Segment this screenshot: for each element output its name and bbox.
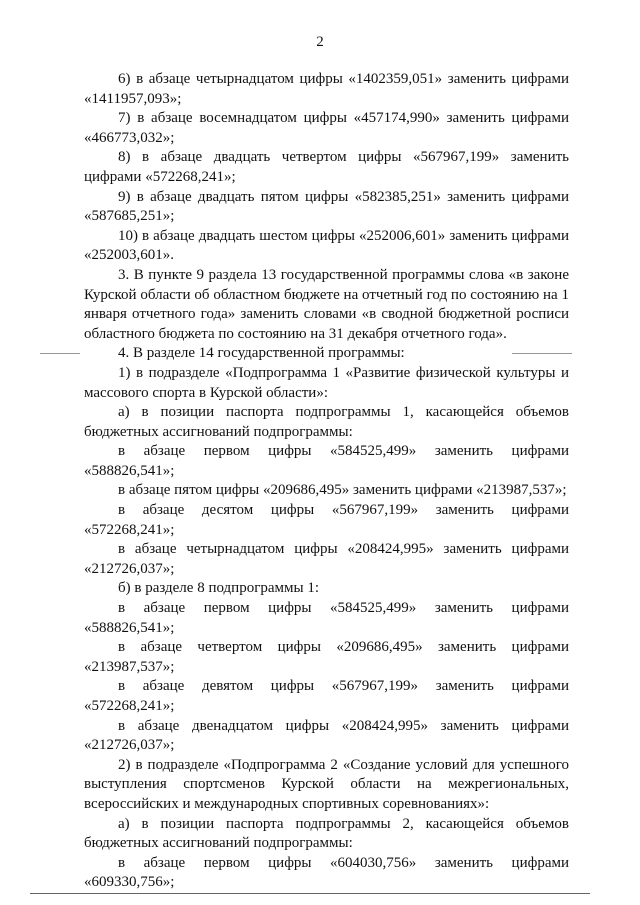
- paragraph: в абзаце девятом цифры «567967,199» заменить цифрами «572268,241»;: [84, 678, 569, 714]
- paragraph: 10) в абзаце двадцать шестом цифры «252006,601» заменить цифрами «252003,601».: [84, 227, 569, 264]
- paragraph: 1) в подразделе «Подпрограмма 1 «Развитие физической культуры и массового спорта в Курской области»:: [84, 364, 569, 401]
- paragraph: в абзаце первом цифры «604030,756» заменить цифрами «609330,756»;: [84, 854, 569, 891]
- paragraph: в абзаце первом цифры «584525,499» заменить цифрами «588826,541»;: [84, 443, 569, 479]
- paragraph: 3. В пункте 9 раздела 13 государственной программы слова «в законе Курской области об областном бюджете на отчетный год по состоянию на 1 января отчетного года» заменить словами «в сводной бюджетной росписи областного бюджета по состоянию на 31 декабря отчетного года».: [84, 266, 569, 342]
- paragraph: в абзаце четырнадцатом цифры «208424,995» заменить цифрами «212726,037»;: [84, 541, 569, 577]
- paragraph: в абзаце пятом цифры «209686,495» заменить цифрами «213987,537»;: [118, 482, 567, 499]
- paragraph: 8) в абзаце двадцать четвертом цифры «567967,199» заменить цифрами «572268,241»;: [84, 149, 569, 185]
- scan-artifact-line: [40, 353, 80, 354]
- scan-artifact-line: [512, 353, 572, 354]
- bottom-divider: [30, 893, 590, 894]
- paragraph: в абзаце десятом цифры «567967,199» заменить цифрами «572268,241»;: [84, 502, 569, 538]
- paragraph: в абзаце первом цифры «584525,499» заменить цифрами «588826,541»;: [84, 600, 569, 636]
- paragraph: б) в разделе 8 подпрограммы 1:: [118, 580, 319, 597]
- paragraph: 2) в подразделе «Подпрограмма 2 «Создание условий для успешного выступления спортсменов Курской области на межрегиональных, всероссийских и международных спортивных соревнованиях»:: [84, 756, 569, 812]
- paragraph: в абзаце двенадцатом цифры «208424,995» заменить цифрами «212726,037»;: [84, 717, 569, 754]
- paragraph: а) в позиции паспорта подпрограммы 1, касающейся объемов бюджетных ассигнований подпрограммы:: [84, 404, 569, 440]
- paragraph: 4. В разделе 14 государственной программы:: [118, 345, 405, 362]
- paragraph: 7) в абзаце восемнадцатом цифры «457174,990» заменить цифрами «466773,032»;: [84, 110, 569, 146]
- paragraph: 6) в абзаце четырнадцатом цифры «1402359,051» заменить цифрами «1411957,093»;: [84, 71, 569, 107]
- paragraph: в абзаце четвертом цифры «209686,495» заменить цифрами «213987,537»;: [84, 639, 569, 675]
- paragraph: 9) в абзаце двадцать пятом цифры «582385,251» заменить цифрами «587685,251»;: [84, 188, 569, 225]
- document-body: [84, 70, 569, 893]
- paragraph: а) в позиции паспорта подпрограммы 2, касающейся объемов бюджетных ассигнований подпрограммы:: [84, 815, 569, 852]
- page-number: 2: [316, 34, 324, 50]
